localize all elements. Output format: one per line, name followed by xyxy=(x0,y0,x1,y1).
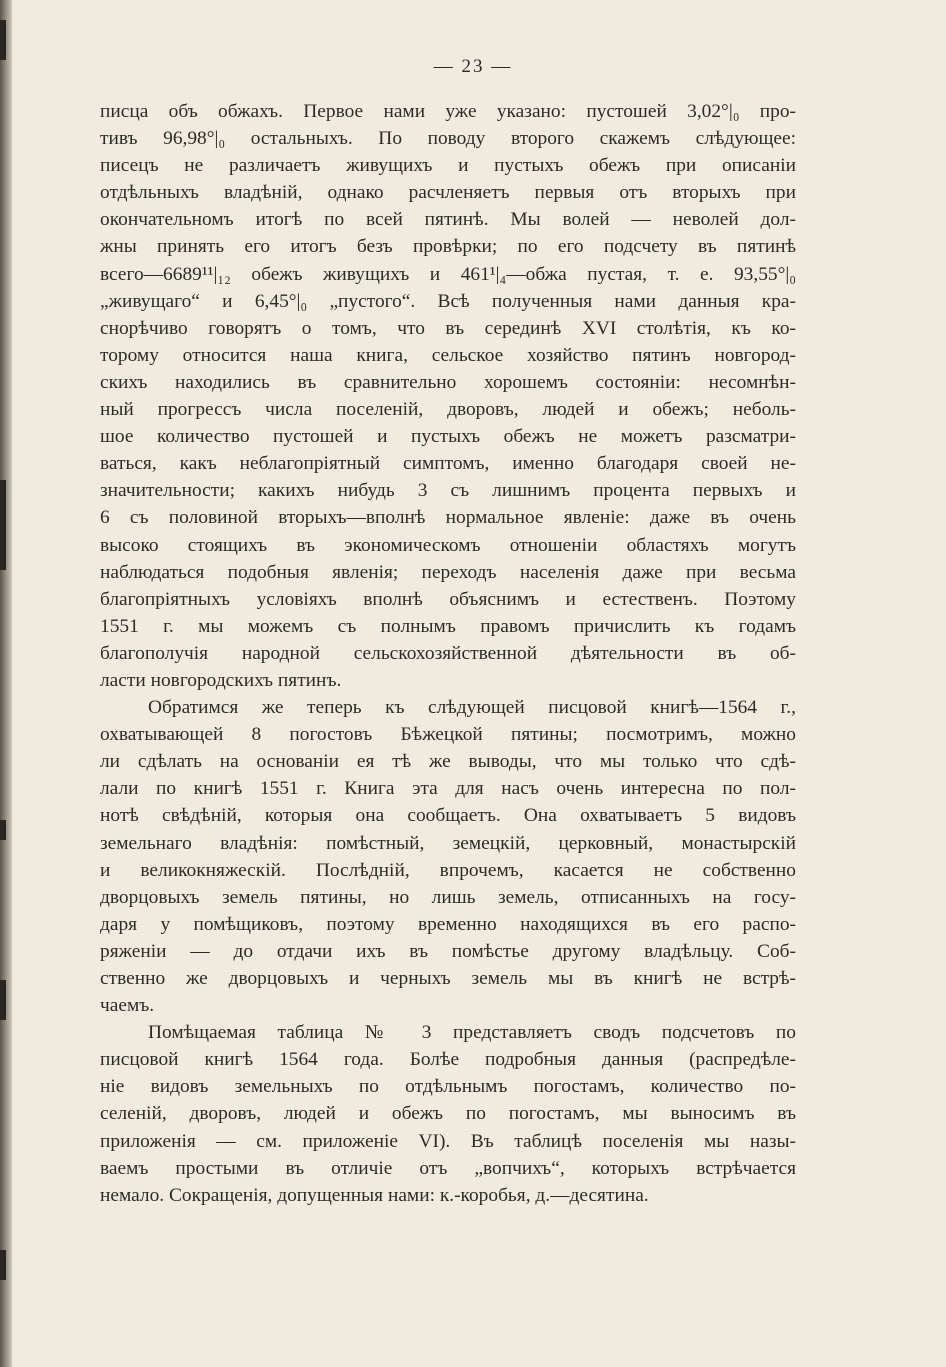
spine-mark xyxy=(0,20,6,60)
spine-mark xyxy=(0,820,6,840)
text-line: 1551 г. мы можемъ съ полнымъ правомъ причислить къ годамъ xyxy=(100,615,796,637)
text-line: ряженiи — до отдачи ихъ въ помѣстье другому владѣльцу. Соб- xyxy=(100,940,796,962)
text-line: нiе видовъ земельныхъ по отдѣльнымъ погостамъ, количество по- xyxy=(100,1076,796,1098)
spine-mark xyxy=(0,1250,6,1280)
text-line: Помѣщаемая таблица № 3 представляетъ сводъ подсчетовъ по xyxy=(148,1022,796,1044)
body-text xyxy=(100,98,796,1209)
text-line: ли сдѣлать на основанiи ея тѣ же выводы, что мы только что сдѣ- xyxy=(100,751,796,773)
page-number: — 23 — xyxy=(433,56,513,77)
text-line: лали по книгѣ 1551 г. Книга эта для насъ очень интересна по пол- xyxy=(100,778,796,800)
paragraph xyxy=(100,98,796,694)
text-line: высоко стоящихъ въ экономическомъ отношенiи областяхъ могутъ xyxy=(100,534,796,556)
paragraph xyxy=(100,694,796,1019)
text-line: торому относится наша книга, сельское хозяйство пятинъ новгород- xyxy=(100,344,796,366)
text-line: охватывающей 8 погостовъ Бѣжецкой пятины; посмотримъ, можно xyxy=(100,724,796,746)
text-line: жны принять его итогъ безъ провѣрки; по его подсчету въ пятинѣ xyxy=(100,236,796,258)
text-line: „живущаго“ и 6,45°|₀ „пустого“. Всѣ полученныя нами данныя кра- xyxy=(100,290,796,312)
text-line: тивъ 96,98°|₀ остальныхъ. По поводу второго скажемъ слѣдующее: xyxy=(100,128,796,150)
text-line: селенiй, дворовъ, людей и обежъ по погостамъ, мы выносимъ въ xyxy=(100,1103,796,1125)
text-line: шое количество пустошей и пустыхъ обежъ не можетъ разсматри- xyxy=(100,426,796,448)
text-line: ласти новгородскихъ пятинъ. xyxy=(100,669,342,691)
text-line: ваться, какъ неблагопрiятный симптомъ, именно благодаря своей не- xyxy=(100,453,796,475)
text-line: ственно же дворцовыхъ и черныхъ земель мы въ книгѣ не встрѣ- xyxy=(100,968,796,989)
text-line: значительности; какихъ нибудь 3 съ лишнимъ процента первыхъ и xyxy=(100,480,796,502)
text-line: всего—6689¹¹|₁₂ обежъ живущихъ и 461¹|₄—обжа пустая, т. е. 93,55°|₀ xyxy=(100,263,796,285)
text-line: снорѣчиво говорятъ о томъ, что въ серединѣ XVI столѣтiя, къ ко- xyxy=(100,317,796,339)
text-line: писца объ обжахъ. Первое нами уже указано: пустошей 3,02°|₀ про- xyxy=(100,101,796,122)
text-line: и великокняжескiй. Послѣднiй, впрочемъ, касается не собственно xyxy=(100,859,796,881)
text-line: благопрiятныхъ условiяхъ вполнѣ объяснимъ и естественъ. Поэтому xyxy=(100,588,796,610)
text-line: писецъ не различаетъ живущихъ и пустыхъ обежъ при описанiи xyxy=(100,155,796,177)
text-line: даря у помѣщиковъ, поэтому временно находящихся въ его распо- xyxy=(100,913,796,935)
spine-mark xyxy=(0,480,6,570)
text-line: окончательномъ итогѣ по всей пятинѣ. Мы волей — неволей дол- xyxy=(100,209,796,231)
text-line: скихъ находились въ сравнительно хорошемъ состоянiи: несомнѣн- xyxy=(100,371,796,393)
paragraph xyxy=(100,1019,796,1209)
text-line: нотѣ свѣдѣнiй, которыя она сообщаетъ. Она охватываетъ 5 видовъ xyxy=(100,805,796,827)
text-line: писцовой книгѣ 1564 года. Болѣе подробныя данныя (распредѣле- xyxy=(100,1049,796,1071)
text-line: 6 съ половиной вторыхъ—вполнѣ нормальное явленiе: даже въ очень xyxy=(100,507,796,529)
text-line: немало. Сокращенiя, допущенныя нами: к.-коробья, д.—десятина. xyxy=(100,1184,649,1206)
spine-mark xyxy=(0,980,6,1020)
text-line: отдѣльныхъ владѣнiй, однако расчленяетъ первыя отъ вторыхъ при xyxy=(100,182,796,204)
text-line: благополучiя народной сельскохозяйственной дѣятельности въ об- xyxy=(100,642,796,664)
book-spine-shadow xyxy=(0,0,12,1367)
text-line: земельнаго владѣнiя: помѣстный, земецкiй, церковный, монастырскiй xyxy=(100,832,796,854)
text-line: ваемъ простыми въ отличiе отъ „вопчихъ“, которыхъ встрѣчается xyxy=(100,1157,796,1179)
text-line: наблюдаться подобныя явленiя; переходъ населенiя даже при весьма xyxy=(100,561,796,583)
text-line: Обратимся же теперь къ слѣдующей писцовой книгѣ—1564 г., xyxy=(148,697,796,719)
text-line: ный прогрессъ числа поселенiй, дворовъ, людей и обежъ; неболь- xyxy=(100,399,796,421)
text-line: дворцовыхъ земель пятины, но лишь земель, отписанныхъ на госу- xyxy=(100,886,796,908)
text-line: приложенiя — см. приложенiе VI). Въ таблицѣ поселенiя мы назы- xyxy=(100,1130,796,1152)
text-line: чаемъ. xyxy=(100,995,155,1017)
